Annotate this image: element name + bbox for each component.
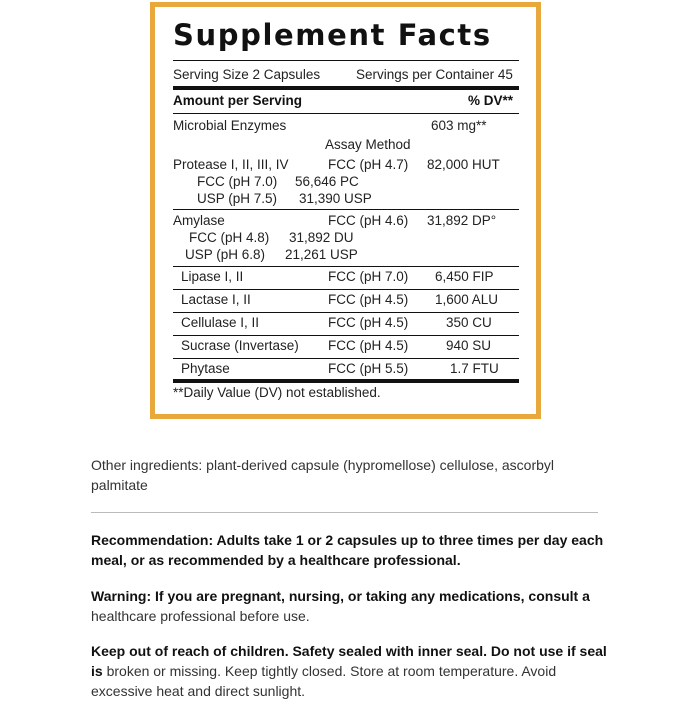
amylase-value: 31,892 DP°	[427, 213, 497, 228]
microbial-label: Microbial Enzymes	[173, 118, 287, 133]
enzyme-method: FCC (pH 4.5)	[328, 338, 409, 353]
dv-footnote: **Daily Value (DV) not established.	[173, 385, 381, 400]
row-rule	[173, 358, 519, 359]
assay-header: Assay Method	[325, 137, 411, 152]
amylase-sub-method: USP (pH 6.8)	[185, 247, 266, 262]
storage-instructions	[91, 641, 611, 701]
enzyme-label: Lactase I, II	[181, 292, 251, 307]
microbial-amount: 603 mg**	[431, 118, 487, 133]
protease-method: FCC (pH 4.7)	[328, 157, 409, 172]
enzyme-value: 6,450 FIP	[435, 269, 494, 284]
title-rule	[173, 60, 519, 61]
warning-bold: Warning: If you are pregnant, nursing, or taking any medications, consult a	[91, 588, 590, 604]
section-divider	[91, 512, 598, 513]
warning-rest: healthcare professional before use.	[91, 608, 310, 624]
protease-sub-value: 31,390 USP	[299, 191, 372, 206]
enzyme-label: Sucrase (Invertase)	[181, 338, 299, 353]
storage-bold: Keep out of reach of children. Safety sealed with inner seal. Do not use if seal is	[91, 643, 607, 679]
enzyme-label: Lipase I, II	[181, 269, 244, 284]
enzyme-method: FCC (pH 4.5)	[328, 292, 409, 307]
amylase-sub-value: 31,892 DU	[289, 230, 354, 245]
enzyme-value: 350 CU	[446, 315, 492, 330]
row-rule	[173, 266, 519, 267]
amylase-sub-method: FCC (pH 4.8)	[189, 230, 270, 245]
storage-rest: broken or missing. Keep tightly closed. Store at room temperature. Avoid excessive heat and direct sunlight.	[91, 663, 557, 699]
panel-title: Supplement Facts	[173, 18, 492, 52]
amylase-label: Amylase	[173, 213, 225, 228]
amount-rule	[173, 113, 519, 114]
enzyme-label: Phytase	[181, 361, 230, 376]
other-ingredients: Other ingredients: plant-derived capsule (hypromellose) cellulose, ascorbyl palmitate	[91, 457, 555, 493]
dv-header: % DV**	[468, 93, 514, 108]
enzyme-method: FCC (pH 7.0)	[328, 269, 409, 284]
serving-size: Serving Size 2 Capsules	[173, 67, 321, 82]
protease-sub-method: USP (pH 7.5)	[197, 191, 278, 206]
enzyme-label: Cellulase I, II	[181, 315, 260, 330]
enzyme-value: 940 SU	[446, 338, 492, 353]
amylase-sub-value: 21,261 USP	[285, 247, 358, 262]
warning	[91, 586, 611, 626]
row-rule	[173, 289, 519, 290]
enzyme-value: 1.7 FTU	[450, 361, 499, 376]
protease-sub-method: FCC (pH 7.0)	[197, 174, 278, 189]
servings-per-container: Servings per Container 45	[356, 67, 513, 82]
header-rule	[173, 86, 519, 90]
amylase-method: FCC (pH 4.6)	[328, 213, 409, 228]
row-rule	[173, 335, 519, 336]
row-rule	[173, 209, 519, 210]
enzyme-method: FCC (pH 5.5)	[328, 361, 409, 376]
protease-label: Protease I, II, III, IV	[173, 157, 289, 172]
row-rule	[173, 312, 519, 313]
protease-value: 82,000 HUT	[427, 157, 500, 172]
enzyme-value: 1,600 ALU	[435, 292, 499, 307]
recommendation: Recommendation: Adults take 1 or 2 capsules up to three times per day each meal, or as recommended by a healthcare professional.	[91, 532, 604, 568]
amount-header: Amount per Serving	[173, 93, 303, 108]
protease-sub-value: 56,646 PC	[295, 174, 359, 189]
footer-rule	[173, 379, 519, 383]
supplement-facts-panel	[150, 2, 541, 419]
enzyme-method: FCC (pH 4.5)	[328, 315, 409, 330]
